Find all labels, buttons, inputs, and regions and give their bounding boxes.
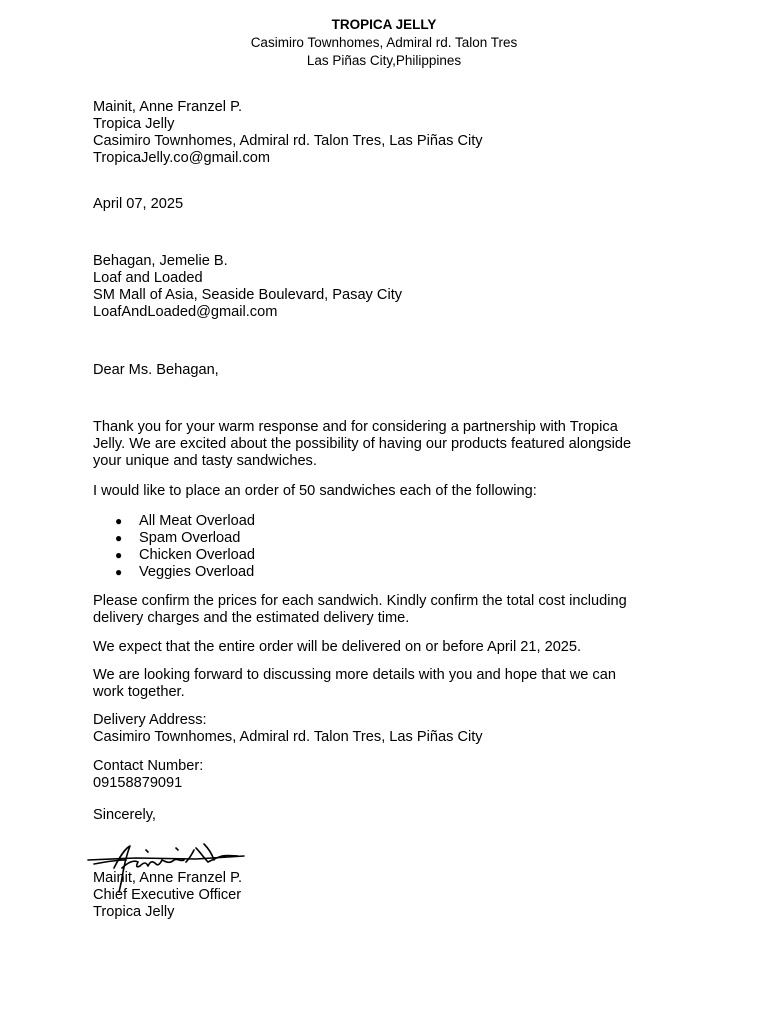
recipient-company: Loaf and Loaded (93, 270, 203, 286)
bullet-icon: ● (115, 548, 123, 562)
sender-block (93, 99, 693, 167)
company-name: TROPICA JELLY (331, 17, 437, 32)
recipient-email: LoafAndLoaded@gmail.com (93, 304, 278, 320)
letter-date-block (93, 196, 693, 213)
paragraph-intro-line: Jelly. We are excited about the possibility of having our products featured alongside (93, 436, 632, 452)
letterhead-address-line-2: Las Piñas City,Philippines (306, 53, 462, 68)
paragraph-intro (93, 419, 693, 470)
paragraph-intro-line: Thank you for your warm response and for considering a partnership with Tropica (93, 419, 618, 435)
contact-number-label: Contact Number: (93, 758, 204, 774)
paragraph-closing-remark-line: We are looking forward to discussing more details with you and hope that we can (93, 667, 616, 683)
paragraph-delivery-date-text: We expect that the entire order will be delivered on or before April 21, 2025. (93, 639, 582, 655)
order-item-list (93, 513, 255, 581)
paragraph-pricing (93, 593, 693, 627)
paragraph-closing-remark (93, 667, 693, 701)
contact-number: 09158879091 (93, 775, 183, 791)
letterhead-address-line-1: Casimiro Townhomes, Admiral rd. Talon Tres (250, 35, 518, 50)
paragraph-order (93, 483, 693, 500)
letter-date: April 07, 2025 (93, 196, 184, 212)
paragraph-closing-remark-line: work together. (93, 684, 185, 700)
sender-company: Tropica Jelly (93, 116, 175, 132)
closing-block (93, 807, 693, 824)
list-item-label: Chicken Overload (139, 547, 255, 563)
salutation-block (93, 362, 693, 379)
list-item (93, 547, 255, 564)
signatory-name: Mainit, Anne Franzel P. (93, 870, 242, 886)
paragraph-delivery-date (93, 639, 693, 656)
sender-address: Casimiro Townhomes, Admiral rd. Talon Tres, Las Piñas City (93, 133, 483, 149)
delivery-address-label: Delivery Address: (93, 712, 207, 728)
recipient-address: SM Mall of Asia, Seaside Boulevard, Pasay City (93, 287, 403, 303)
signatory-block (93, 870, 693, 921)
bullet-icon: ● (115, 514, 123, 528)
list-item-label: All Meat Overload (139, 513, 255, 529)
paragraph-order-text: I would like to place an order of 50 sandwiches each of the following: (93, 483, 537, 499)
list-item (93, 530, 255, 547)
list-item-label: Spam Overload (139, 530, 241, 546)
list-item (93, 564, 255, 581)
signatory-company: Tropica Jelly (93, 904, 175, 920)
salutation: Dear Ms. Behagan, (93, 362, 219, 378)
sender-name: Mainit, Anne Franzel P. (93, 99, 242, 115)
paragraph-pricing-line: delivery charges and the estimated delivery time. (93, 610, 410, 626)
delivery-address: Casimiro Townhomes, Admiral rd. Talon Tres, Las Piñas City (93, 729, 483, 745)
paragraph-pricing-line: Please confirm the prices for each sandwich. Kindly confirm the total cost including (93, 593, 627, 609)
recipient-block (93, 253, 693, 321)
list-item-label: Veggies Overload (139, 564, 255, 580)
letterhead (0, 16, 768, 70)
paragraph-intro-line: your unique and tasty sandwiches. (93, 453, 317, 469)
delivery-address-block (93, 712, 693, 746)
signatory-title: Chief Executive Officer (93, 887, 242, 903)
sender-email: TropicaJelly.co@gmail.com (93, 150, 271, 166)
bullet-icon: ● (115, 531, 123, 545)
closing: Sincerely, (93, 807, 156, 823)
recipient-name: Behagan, Jemelie B. (93, 253, 228, 269)
bullet-icon: ● (115, 565, 123, 579)
contact-number-block (93, 758, 693, 792)
list-item (93, 513, 255, 530)
